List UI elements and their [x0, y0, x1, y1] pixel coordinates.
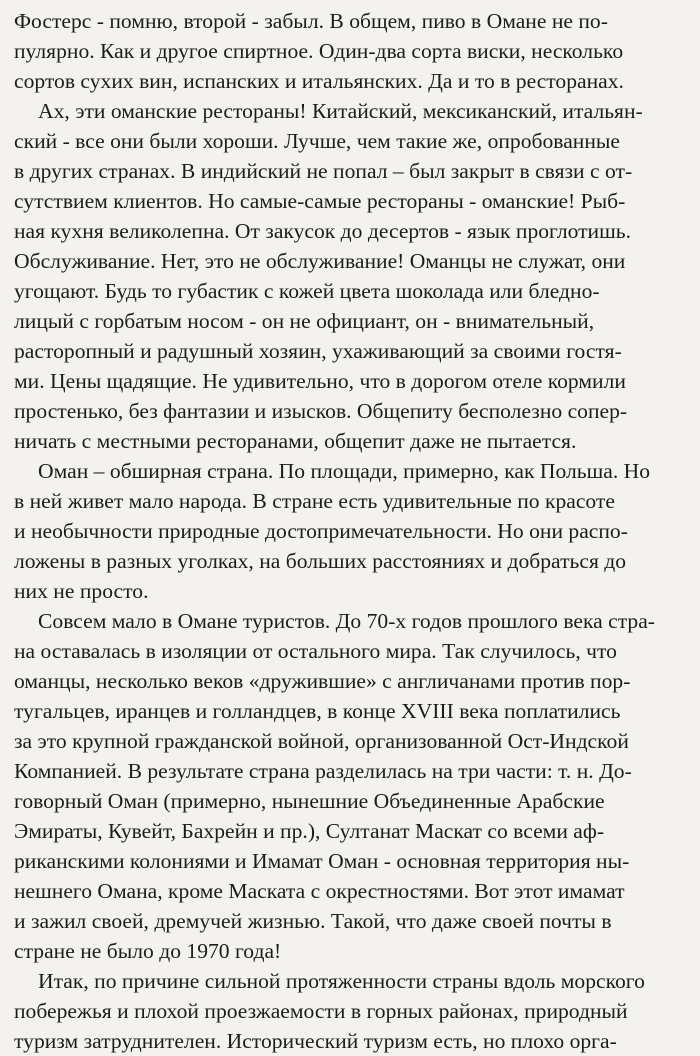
text-line: в ней живет мало народа. В стране есть удивительные по красоте	[14, 489, 615, 513]
text-line: тугальцев, иранцев и голландцев, в конце XVIII века поплатились	[14, 699, 621, 723]
text-line: пулярно. Как и другое спиртное. Один-два сорта виски, несколько	[14, 39, 624, 63]
text-line: ничать с местными ресторанами, общепит даже не пытается.	[14, 429, 577, 453]
text-line: туризм затруднителен. Исторический туризм есть, но плохо орга-	[14, 1029, 617, 1053]
text-line: и зажил своей, дремучей жизнью. Такой, что даже своей почты в	[14, 909, 612, 933]
text-line: Обслуживание. Нет, это не обслуживание! Оманцы не служат, они	[14, 249, 626, 273]
text-line: в других странах. В индийский не попал – был закрыт в связи с от-	[14, 159, 633, 183]
text-line: Совсем мало в Омане туристов. До 70-х годов прошлого века стра-	[38, 609, 655, 633]
text-line: сортов сухих вин, испанских и итальянских. Да и то в ресторанах.	[14, 69, 624, 93]
text-line: говорный Оман (примерно, нынешние Объединенные Арабские	[14, 789, 605, 813]
text-line: угощают. Будь то губастик с кожей цвета шоколада или бледно-	[14, 279, 600, 303]
text-line: на оставалась в изоляции от остального мира. Так случилось, что	[14, 639, 617, 663]
text-line: Оман – обширная страна. По площади, примерно, как Польша. Но	[38, 459, 651, 483]
text-line: Эмираты, Кувейт, Бахрейн и пр.), Султанат Маскат со всеми аф-	[14, 819, 605, 843]
text-line: простенько, без фантазии и изысков. Общепиту бесполезно сопер-	[14, 399, 628, 423]
text-line: Ах, эти оманские рестораны! Китайский, мексиканский, итальян-	[38, 99, 643, 123]
paragraph-p1	[14, 6, 686, 96]
text-line: ная кухня великолепна. От закусок до десертов - язык проглотишь.	[14, 219, 631, 243]
text-line: расторопный и радушный хозяин, ухаживающий за своими гостя-	[14, 339, 622, 363]
text-line: Компанией. В результате страна разделилась на три части: т. н. До-	[14, 759, 632, 783]
paragraph-p5	[14, 966, 686, 1056]
text-line: Фостерс - помню, второй - забыл. В общем, пиво в Омане не по-	[14, 9, 608, 33]
paragraph-p4	[14, 606, 686, 966]
text-line: и необычности природные достопримечательности. Но они распо-	[14, 519, 628, 543]
text-line: ми. Цены щадящие. Не удивительно, что в дорогом отеле кормили	[14, 369, 626, 393]
paragraph-p2	[14, 96, 686, 456]
text-line: лицый с горбатым носом - он не официант, он - внимательный,	[14, 309, 595, 333]
text-line: ложены в разных уголках, на больших расстояниях и добраться до	[14, 549, 627, 573]
text-line: за это крупной гражданской войной, организованной Ост-Индской	[14, 729, 629, 753]
text-line: оманцы, несколько веков «дружившие» с англичанами против пор-	[14, 669, 631, 693]
text-line: ский - все они были хороши. Лучше, чем такие же, опробованные	[14, 129, 620, 153]
text-line: Итак, по причине сильной протяженности страны вдоль морского	[38, 969, 645, 993]
text-line: сутствием клиентов. Но самые-самые рестораны - оманские! Рыб-	[14, 189, 626, 213]
text-line: побережья и плохой проезжаемости в горных районах, природный	[14, 999, 628, 1023]
text-line: стране не было до 1970 года!	[14, 939, 282, 963]
text-line: них не просто.	[14, 579, 149, 603]
paragraph-p3	[14, 456, 686, 606]
text-line: нешнего Омана, кроме Маската с окрестностями. Вот этот имамат	[14, 879, 625, 903]
text-line: риканскими колониями и Имамат Оман - основная территория ны-	[14, 849, 630, 873]
book-page	[14, 6, 686, 1056]
